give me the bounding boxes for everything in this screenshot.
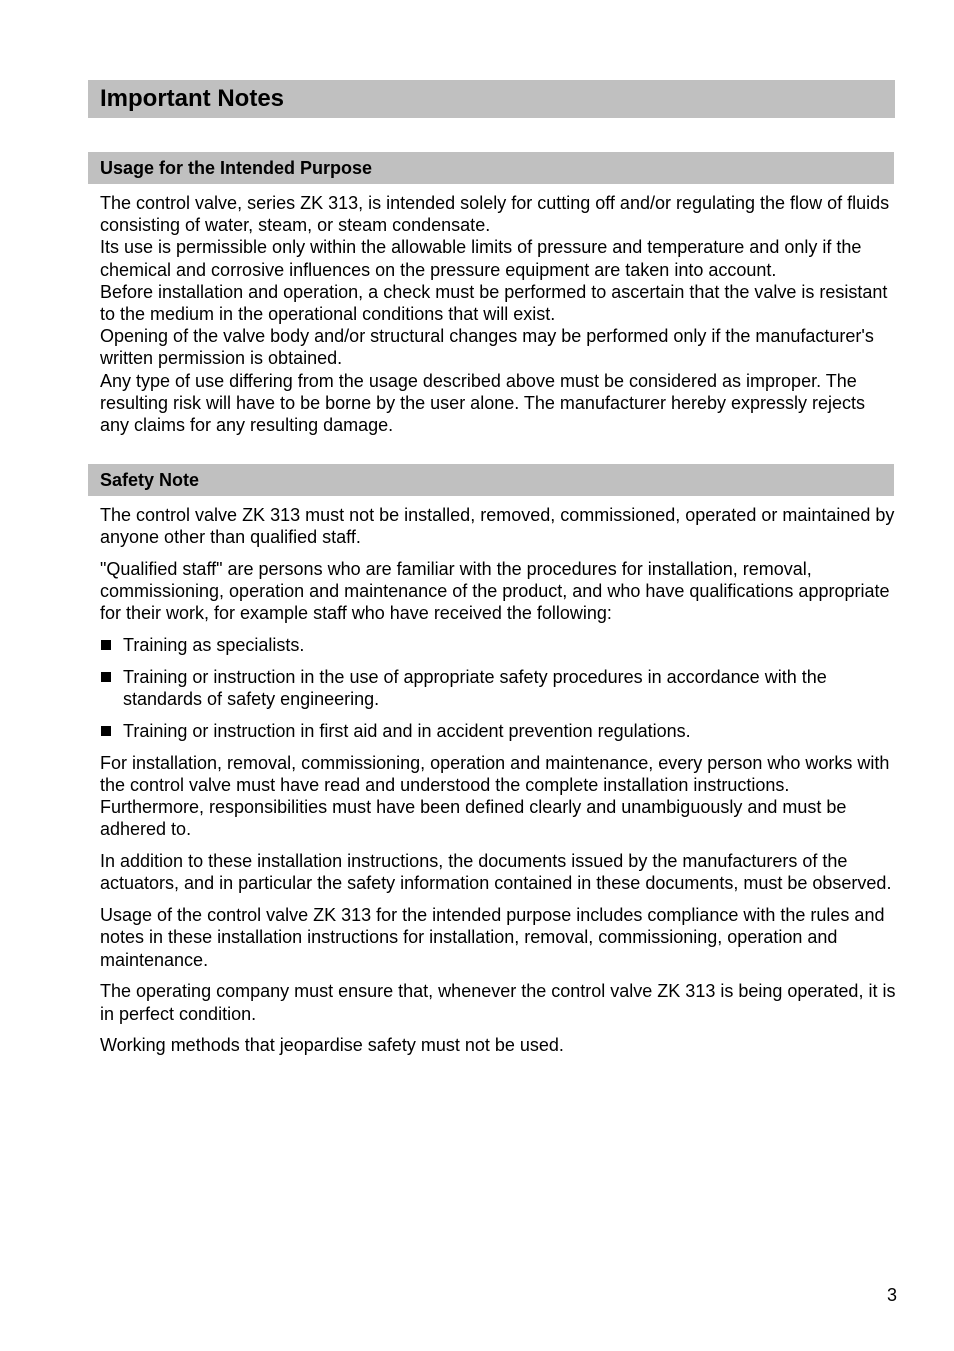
list-item-text: Training or instruction in first aid and in accident prevention regulations. bbox=[123, 721, 691, 741]
safety-paragraph: "Qualified staff" are persons who are familiar with the procedures for installation, removal, commissioning, operation and maintenance of the product, and who have qualifications appropriate for their work, for example staff who have received the following: bbox=[100, 559, 890, 624]
page-header bbox=[88, 80, 895, 118]
section-title-usage: Usage for the Intended Purpose bbox=[100, 158, 373, 178]
safety-paragraph: Usage of the control valve ZK 313 for the intended purpose includes compliance with the rules and notes in these installation instructions for installation, removal, commissioning, operation and maintenance. bbox=[100, 905, 885, 970]
usage-body bbox=[100, 192, 898, 436]
usage-paragraph: Opening of the valve body and/or structural changes may be performed only if the manufacturer's written permission is obtained. bbox=[100, 326, 874, 369]
square-bullet-icon bbox=[101, 672, 111, 682]
usage-paragraph: The control valve, series ZK 313, is intended solely for cutting off and/or regulating the flow of fluids consisting of water, steam, or steam condensate. bbox=[100, 193, 890, 236]
list-item bbox=[100, 634, 898, 656]
usage-paragraph: Any type of use differing from the usage described above must be considered as improper. The resulting risk will have to be borne by the user alone. The manufacturer hereby expressly rejects any claims for any resulting damage. bbox=[100, 370, 866, 436]
usage-paragraph: Its use is permissible only within the allowable limits of pressure and temperature and only if the chemical and corrosive influences on the pressure equipment are taken into account. bbox=[100, 237, 862, 280]
safety-paragraph: The control valve ZK 313 must not be installed, removed, commissioned, operated or maintained by anyone other than qualified staff. bbox=[100, 505, 895, 548]
square-bullet-icon bbox=[101, 726, 111, 736]
qualification-list bbox=[100, 634, 898, 742]
safety-body bbox=[100, 504, 898, 1066]
page-number: 3 bbox=[886, 1285, 897, 1305]
safety-paragraph: For installation, removal, commissioning, operation and maintenance, every person who works with the control valve must have read and understood the complete installation instructions. Furthermore, responsibilities must have been defined clearly and unambiguously and must be adhered to. bbox=[100, 752, 890, 840]
section-header-safety bbox=[88, 464, 894, 496]
list-item bbox=[100, 666, 898, 710]
section-header-usage bbox=[88, 152, 894, 184]
safety-paragraph: The operating company must ensure that, whenever the control valve ZK 313 is being operated, it is in perfect condition. bbox=[100, 981, 896, 1024]
page-title: Important Notes bbox=[100, 85, 285, 112]
square-bullet-icon bbox=[101, 640, 111, 650]
section-title-safety: Safety Note bbox=[100, 470, 200, 490]
list-item bbox=[100, 720, 898, 742]
usage-paragraph: Before installation and operation, a check must be performed to ascertain that the valve is resistant to the medium in the operational conditions that will exist. bbox=[100, 281, 888, 325]
safety-paragraph: In addition to these installation instructions, the documents issued by the manufacturers of the actuators, and in particular the safety information contained in these documents, must be observed. bbox=[100, 851, 892, 894]
list-item-text: Training or instruction in the use of appropriate safety procedures in accordance with the standards of safety engineering. bbox=[123, 667, 827, 710]
list-item-text: Training as specialists. bbox=[123, 635, 305, 656]
safety-paragraph: Working methods that jeopardise safety must not be used. bbox=[100, 1035, 564, 1056]
